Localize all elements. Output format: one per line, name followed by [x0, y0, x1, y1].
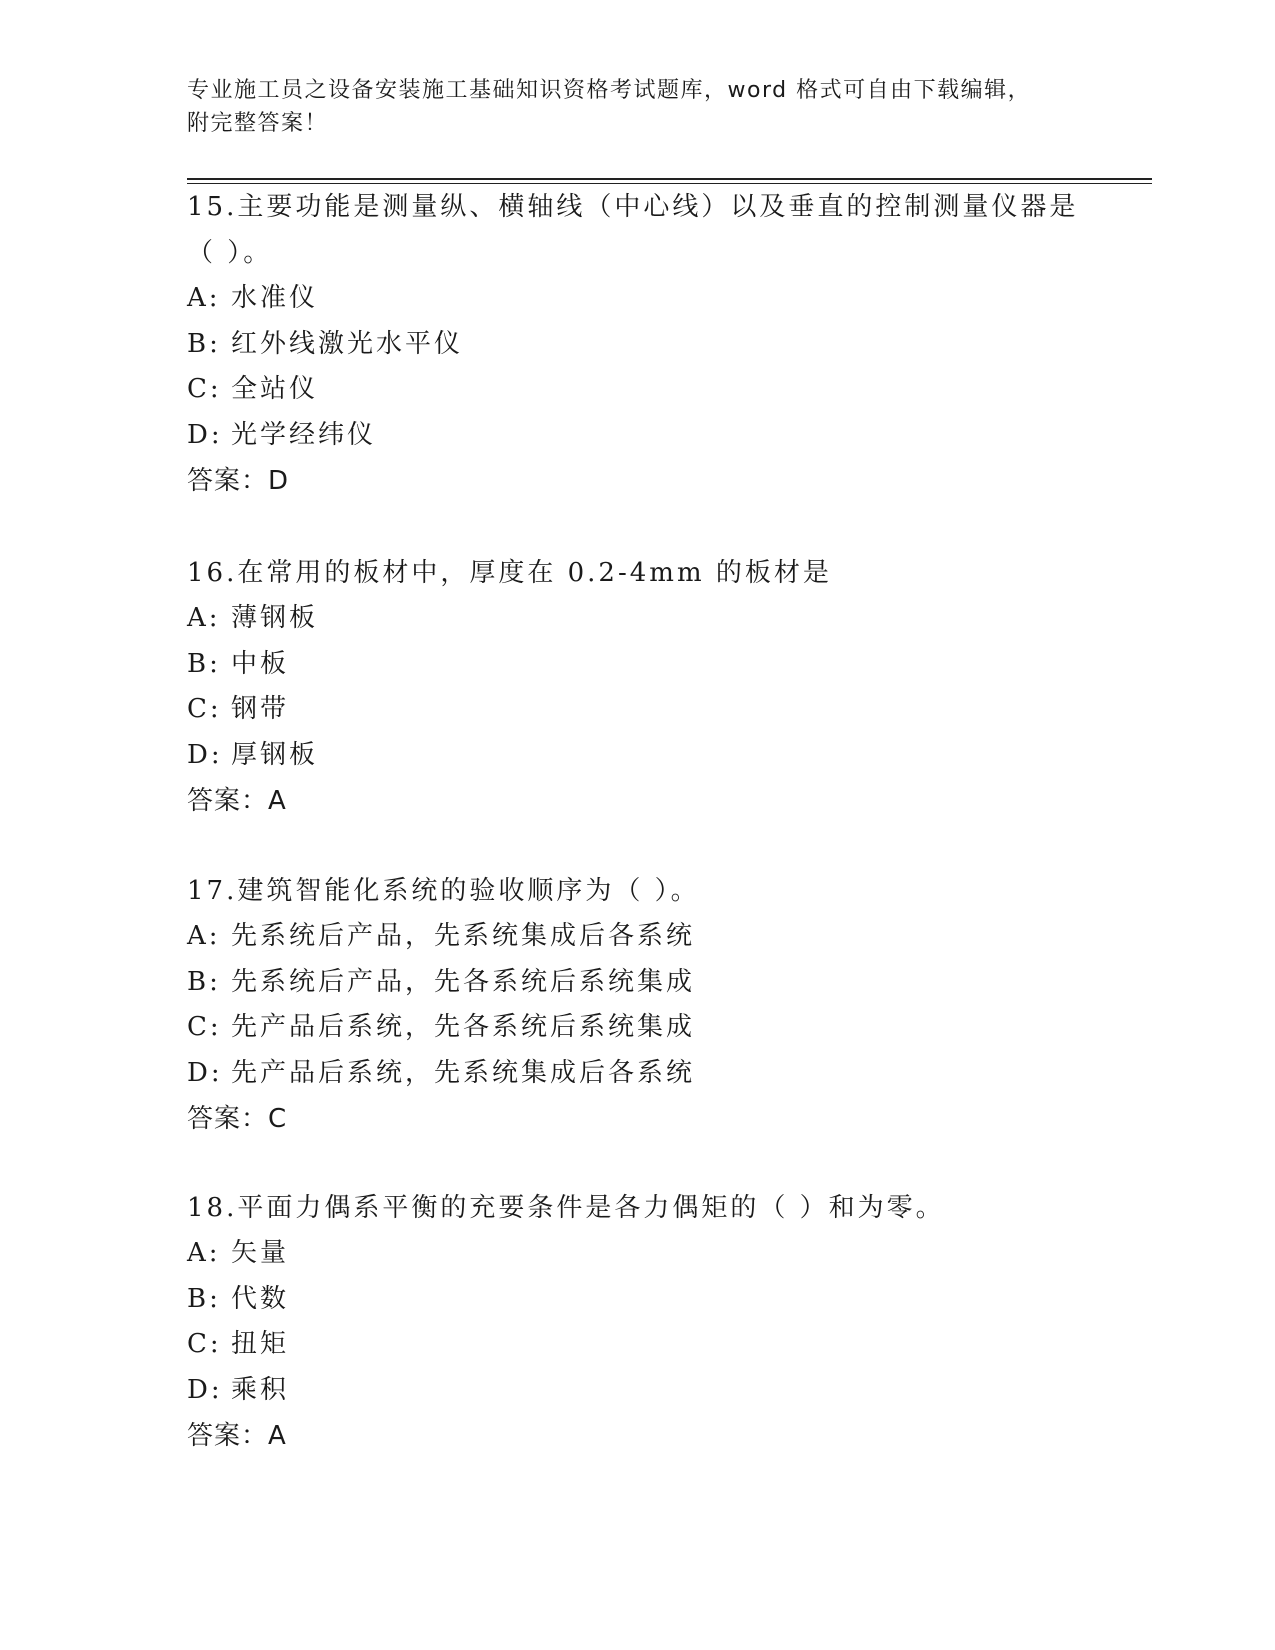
option-letter: A:	[187, 603, 221, 633]
option-c	[187, 1322, 1087, 1368]
header-line-1: 专业施工员之设备安装施工基础知识资格考试题库，word 格式可自由下载编辑，	[187, 78, 1032, 103]
question-18	[187, 1185, 1087, 1459]
question-text	[187, 868, 1087, 914]
question-stem: 主要功能是测量纵、横轴线（中心线）以及垂直的控制测量仪器是	[237, 192, 1079, 222]
option-a	[187, 276, 1087, 322]
option-letter: A:	[187, 1238, 221, 1268]
question-text	[187, 1185, 1087, 1231]
option-letter: A:	[187, 921, 221, 951]
option-letter: B:	[187, 966, 221, 997]
option-text: 中板	[231, 648, 290, 679]
option-text: 薄钢板	[231, 603, 319, 633]
option-d	[187, 413, 1087, 459]
option-letter: D:	[187, 739, 223, 770]
option-text: 乘积	[231, 1374, 290, 1405]
option-d	[187, 1368, 1087, 1414]
answer-line: 答案：D	[187, 466, 290, 496]
option-letter: C:	[187, 374, 222, 404]
option-text: 钢带	[231, 694, 290, 724]
question-15	[187, 184, 1087, 504]
option-letter: B:	[187, 328, 221, 359]
option-b	[187, 1277, 1087, 1323]
question-17	[187, 868, 1087, 1142]
option-text: 先产品后系统，先各系统后系统集成	[231, 1012, 696, 1042]
answer-line: 答案：A	[187, 1421, 287, 1451]
option-text: 厚钢板	[231, 739, 319, 770]
option-c	[187, 367, 1087, 413]
question-16	[187, 550, 1087, 824]
option-d	[187, 733, 1087, 779]
question-text-continued: （ ）。	[187, 238, 273, 268]
option-letter: C:	[187, 1012, 222, 1042]
option-text: 光学经纬仪	[231, 419, 377, 450]
option-text: 全站仪	[231, 374, 319, 404]
option-a	[187, 1231, 1087, 1277]
option-text: 先系统后产品，先系统集成后各系统	[231, 921, 696, 951]
option-text: 水准仪	[231, 283, 319, 313]
question-text	[187, 184, 1087, 230]
option-b	[187, 642, 1087, 688]
option-letter: D:	[187, 419, 223, 450]
option-letter: B:	[187, 1283, 221, 1314]
option-text: 扭矩	[231, 1329, 290, 1359]
option-text: 先系统后产品，先各系统后系统集成	[231, 966, 696, 997]
option-text: 代数	[231, 1283, 290, 1314]
question-stem: 平面力偶系平衡的充要条件是各力偶矩的（ ）和为零。	[237, 1193, 945, 1223]
option-letter: C:	[187, 694, 222, 724]
option-b	[187, 322, 1087, 368]
option-letter: D:	[187, 1374, 223, 1405]
option-text: 矢量	[231, 1238, 290, 1268]
option-a	[187, 914, 1087, 960]
question-stem: 在常用的板材中，厚度在 0.2-4mm 的板材是	[237, 558, 832, 588]
answer-line: 答案：C	[187, 1104, 288, 1134]
question-text	[187, 550, 1087, 596]
document-header	[187, 74, 1067, 140]
answer-line: 答案：A	[187, 786, 287, 816]
option-letter: B:	[187, 648, 221, 679]
option-letter: D:	[187, 1057, 223, 1088]
question-number: 15.	[187, 192, 238, 222]
option-letter: C:	[187, 1329, 222, 1359]
header-divider-thick	[187, 178, 1152, 180]
option-c	[187, 1005, 1087, 1051]
header-line-2: 附完整答案！	[187, 111, 329, 136]
option-letter: A:	[187, 283, 221, 313]
option-b	[187, 960, 1087, 1006]
question-number: 16.	[187, 558, 238, 588]
option-d	[187, 1051, 1087, 1097]
option-a	[187, 596, 1087, 642]
question-stem: 建筑智能化系统的验收顺序为（ ）。	[237, 876, 700, 906]
question-number: 18.	[187, 1193, 238, 1223]
option-text: 红外线激光水平仪	[231, 328, 464, 359]
option-c	[187, 687, 1087, 733]
option-text: 先产品后系统，先系统集成后各系统	[231, 1057, 696, 1088]
question-number: 17.	[187, 876, 238, 906]
